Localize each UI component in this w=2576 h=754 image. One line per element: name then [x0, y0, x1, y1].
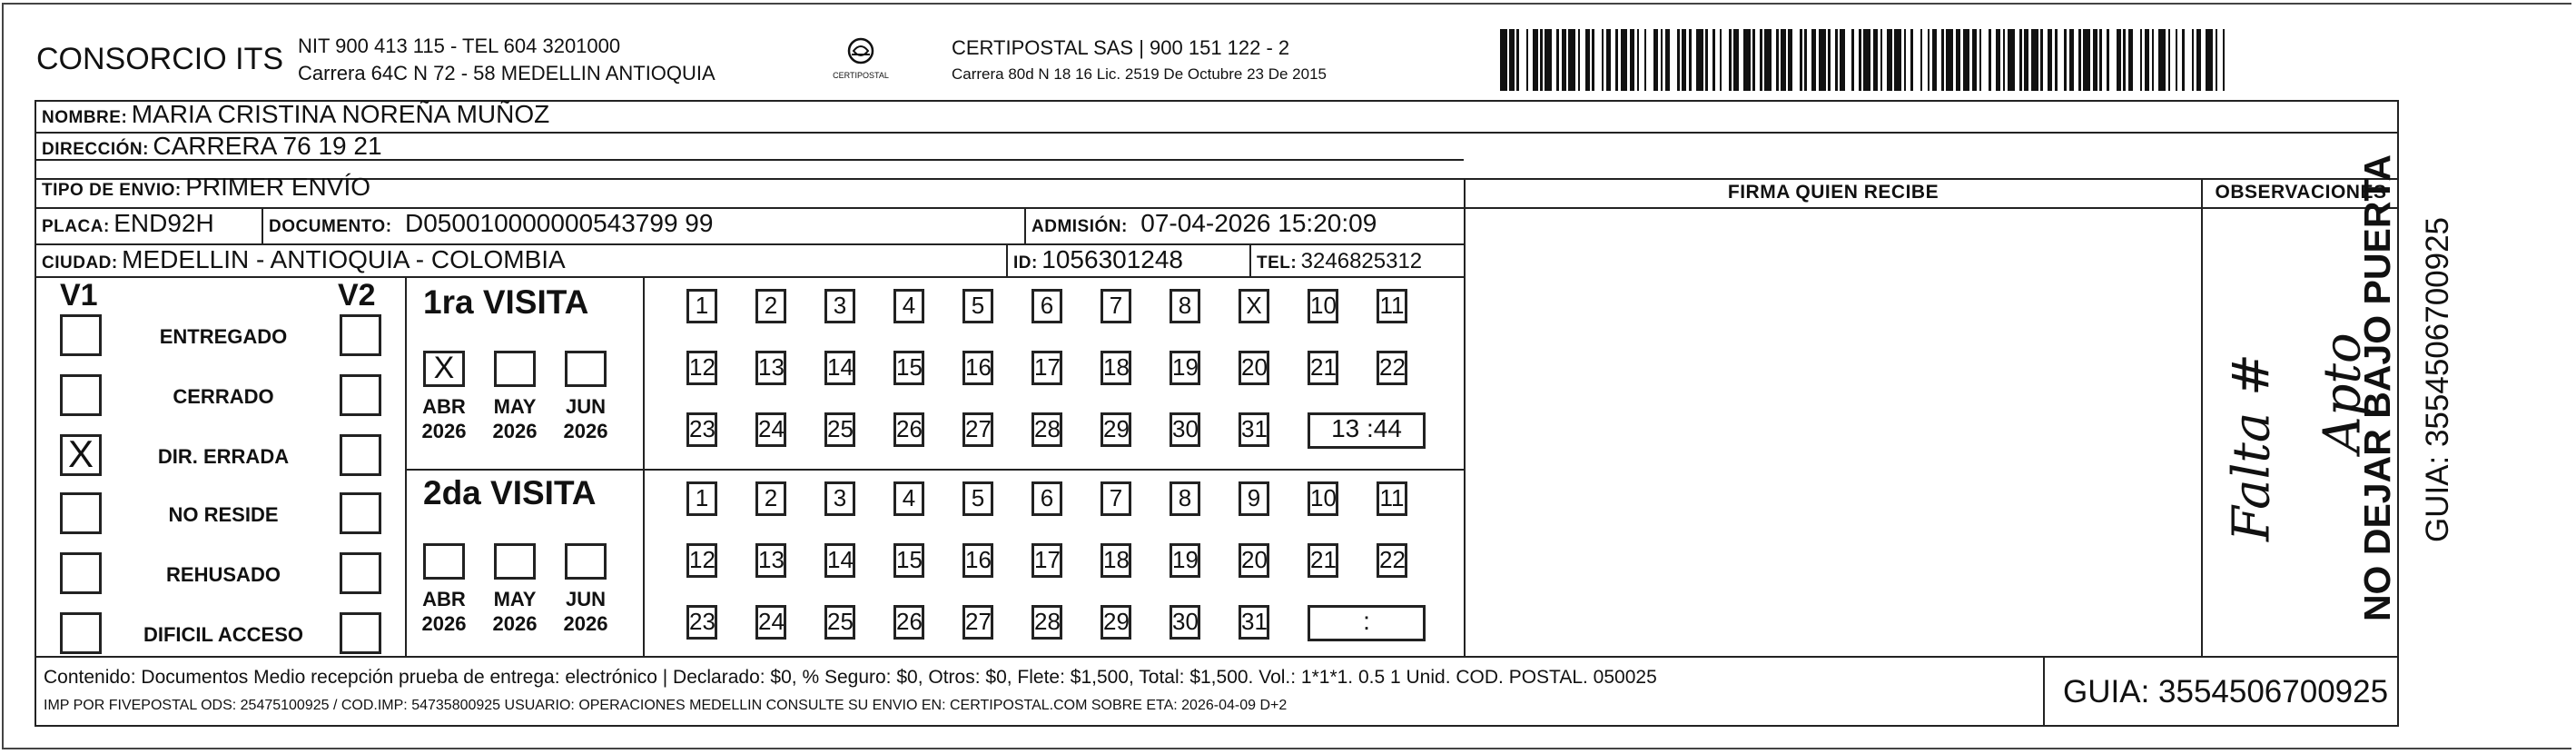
visit2-day-box: 29 [1100, 605, 1131, 640]
visit1-day-box: X [1239, 289, 1269, 323]
visit2-day-box: 9 [1239, 481, 1269, 516]
status-label: NO RESIDE [168, 503, 279, 526]
barcode-bar [2008, 29, 2015, 91]
visit2-day-box: 6 [1031, 481, 1062, 516]
visit1-month-box: X [423, 351, 465, 387]
barcode-bar [2176, 29, 2178, 91]
barcode-bar [2040, 29, 2043, 91]
visit1-day-box: 15 [893, 351, 924, 385]
barcode-bar [1712, 29, 1715, 91]
barcode-bar [1752, 29, 1755, 91]
visit1-month-label: JUN [565, 395, 606, 418]
visit1-day-box: 19 [1170, 351, 1200, 385]
barcode-bar [2123, 29, 2126, 91]
tel-value: 3246825312 [1300, 249, 1423, 273]
col-line [2043, 658, 2045, 727]
visit2-day-box: 22 [1377, 543, 1407, 578]
col-line [1249, 243, 1251, 276]
barcode-bar [1946, 29, 1953, 91]
visit1-day-box: 31 [1239, 412, 1269, 447]
barcode-bar [1696, 29, 1703, 91]
barcode-bar [1788, 29, 1792, 91]
barcode-bar [1996, 29, 2000, 91]
row-line [35, 276, 1464, 278]
visit1-time-box: 13 :44 [1308, 412, 1426, 449]
barcode-bar [2099, 29, 2102, 91]
ciudad-label: CIUDAD: [42, 253, 118, 273]
visit2-day-box: 4 [893, 481, 924, 516]
carrier-name: CERTIPOSTAL SAS | 900 151 122 - 2 [952, 36, 1290, 59]
status-label: CERRADO [173, 385, 274, 408]
visit2-day-box: 25 [824, 605, 855, 640]
barcode-bar [2158, 29, 2166, 91]
visit1-day-box: 2 [755, 289, 786, 323]
visit1-day-box: 6 [1031, 289, 1062, 323]
barcode-bar [1562, 29, 1566, 91]
visit2-day-box: 28 [1031, 605, 1062, 640]
barcode-bar [1644, 29, 1647, 91]
barcode-bar [1910, 29, 1913, 91]
visit1-day-box: 14 [824, 351, 855, 385]
visit2-day-box: 27 [962, 605, 993, 640]
status-label: ENTREGADO [159, 325, 288, 348]
barcode-bar [2107, 29, 2109, 91]
footer-contenido: Contenido: Documentos Medio recepción prueba de entrega: electrónico | Declarado: $0, % Seguro: $0, Otros: $0, Flete: $1,500, Total: $1,500. Vol.: 1*1*1. 0.5 1 Unid. COD. POSTAL. 050025 [44, 667, 1657, 688]
documento-cell [269, 209, 713, 238]
visit1-title: 1ra VISITA [423, 283, 589, 321]
visit2-year-label: 2026 [492, 612, 538, 635]
barcode-bar [1526, 29, 1529, 91]
tel-cell [1257, 249, 1422, 274]
visit2-day-box: 16 [962, 543, 993, 578]
barcode-bar [1920, 29, 1923, 91]
visit2-day-box: 21 [1308, 543, 1338, 578]
visit2-day-box: 24 [755, 605, 786, 640]
barcode-bar [1545, 29, 1552, 91]
barcode-bar [2055, 29, 2058, 91]
v1-checkbox: X [60, 434, 102, 476]
id-label: ID: [1013, 253, 1038, 273]
barcode-bar [2024, 29, 2028, 91]
placa-value: END92H [114, 209, 214, 237]
v1-checkbox [60, 374, 102, 416]
documento-label: DOCUMENTO: [269, 217, 392, 236]
visit1-day-box: 17 [1031, 351, 1062, 385]
barcode-bar [2003, 29, 2006, 91]
visit2-month-label: ABR [422, 588, 466, 610]
side-guia: GUIA: 3554506700925 [2420, 216, 2455, 543]
visit1-month-box [494, 351, 536, 387]
barcode-bar [1743, 29, 1751, 91]
row-line [405, 469, 1464, 471]
v1-checkbox [60, 314, 102, 356]
certipostal-logo [834, 33, 888, 85]
company-address: Carrera 64C N 72 - 58 MEDELLIN ANTIOQUIA [298, 62, 716, 84]
visit2-day-box: 1 [686, 481, 717, 516]
barcode-bar [1941, 29, 1944, 91]
visit2-day-box: 3 [824, 481, 855, 516]
visit1-day-box: 26 [893, 412, 924, 447]
barcode-bar [1630, 29, 1634, 91]
visit1-day-box: 23 [686, 412, 717, 447]
visit2-day-box: 30 [1170, 605, 1200, 640]
barcode-bar [1804, 29, 1807, 91]
admision-cell [1031, 209, 1377, 238]
barcode-bar [2206, 29, 2213, 91]
barcode-bar [2083, 29, 2090, 91]
direccion-value: CARRERA 76 19 21 [153, 132, 382, 160]
visit2-day-box: 26 [893, 605, 924, 640]
barcode-bar [1781, 29, 1785, 91]
status-label: DIFICIL ACCESO [143, 623, 303, 646]
barcode-bar [2064, 29, 2067, 91]
barcode-bar [1661, 29, 1663, 91]
barcode-bar [1677, 29, 1680, 91]
barcode-bar [1729, 29, 1732, 91]
visit1-day-box: 18 [1100, 351, 1131, 385]
visit2-month-box [565, 543, 607, 580]
visit1-day-box: 3 [824, 289, 855, 323]
barcode-bar [1602, 29, 1604, 91]
v2-checkbox [340, 434, 381, 476]
barcode-bar [1705, 29, 1708, 91]
status-label: DIR. ERRADA [157, 445, 290, 468]
barcode-bar [1578, 29, 1581, 91]
barcode-bar [2216, 29, 2218, 91]
handwriting-line-2: Apto [2313, 332, 2373, 453]
v1-label: V1 [60, 278, 98, 313]
barcode-bar [1682, 29, 1686, 91]
visit2-month-label: JUN [565, 588, 606, 610]
barcode [1500, 0, 2226, 100]
barcode-bar [1665, 29, 1670, 91]
barcode-bar [1585, 29, 1590, 91]
tel-label: TEL: [1257, 253, 1298, 273]
visit1-day-box: 4 [893, 289, 924, 323]
visit1-day-box: 28 [1031, 412, 1062, 447]
barcode-bar [1720, 29, 1722, 91]
footer-imp: IMP POR FIVEPOSTAL ODS: 25475100925 / COD.IMP: 54735800925 USUARIO: OPERACIONES MEDELLIN CONSULTE SU ENVIO EN: CERTIPOSTAL.COM SOBRE ETA: 2026-04-09 D+2 [44, 698, 1288, 713]
barcode-bar [1963, 29, 1970, 91]
barcode-bar [1880, 29, 1883, 91]
col-line [405, 276, 407, 658]
visit2-day-box: 10 [1308, 481, 1338, 516]
visit2-day-box: 2 [755, 481, 786, 516]
status-label: REHUSADO [166, 563, 281, 586]
footer-guia: GUIA: 3554506700925 [2063, 674, 2389, 709]
barcode-bar [1904, 29, 1907, 91]
visit2-day-box: 13 [755, 543, 786, 578]
logo-text: CERTIPOSTAL [833, 71, 889, 80]
col-line [262, 207, 263, 243]
barcode-bar [2145, 29, 2149, 91]
tipo-value: PRIMER ENVÍO [185, 173, 371, 201]
barcode-bar [1509, 29, 1514, 91]
nombre-value: MARIA CRISTINA NOREÑA MUÑOZ [131, 100, 550, 128]
visit1-day-box: 22 [1377, 351, 1407, 385]
visit1-day-box: 1 [686, 289, 717, 323]
barcode-bar [2196, 29, 2201, 91]
visit1-day-box: 5 [962, 289, 993, 323]
barcode-bar [1972, 29, 1977, 91]
barcode-bar [2223, 29, 2226, 91]
visit1-day-box: 11 [1377, 289, 1407, 323]
visit2-day-box: 15 [893, 543, 924, 578]
nombre-row [42, 100, 549, 129]
barcode-bar [2031, 29, 2038, 91]
barcode-bar [2168, 29, 2171, 91]
side-notice: NO DEJAR BAJO PUERTA [2356, 154, 2398, 622]
documento-value: D050010000000543799 99 [405, 209, 714, 237]
barcode-bar [1606, 29, 1611, 91]
visit2-day-box: 23 [686, 605, 717, 640]
visit2-year-label: 2026 [421, 612, 467, 635]
visit2-day-box: 18 [1100, 543, 1131, 578]
visit2-day-box: 8 [1170, 481, 1200, 516]
visit1-year-label: 2026 [492, 420, 538, 442]
carrier-license: Carrera 80d N 18 16 Lic. 2519 De Octubre 23 De 2015 [952, 65, 1327, 83]
barcode-bar [2019, 29, 2022, 91]
visit2-day-box: 17 [1031, 543, 1062, 578]
barcode-bar [2152, 29, 2155, 91]
visit2-day-box: 7 [1100, 481, 1131, 516]
barcode-bar [1615, 29, 1618, 91]
company-nit: NIT 900 413 115 - TEL 604 3201000 [298, 35, 621, 57]
visit1-day-box: 27 [962, 412, 993, 447]
barcode-bar [2128, 29, 2133, 91]
visit2-day-box: 11 [1377, 481, 1407, 516]
visit2-month-box [494, 543, 536, 580]
col-line [2201, 178, 2203, 658]
barcode-bar [1863, 29, 1870, 91]
ciudad-row [42, 245, 566, 274]
direccion-row [42, 132, 382, 161]
direccion-label: DIRECCIÓN: [42, 140, 149, 159]
visit1-day-box: 25 [824, 412, 855, 447]
v1-checkbox [60, 492, 102, 534]
barcode-bar [2048, 29, 2052, 91]
row-line [35, 132, 2399, 134]
visit1-day-box: 8 [1170, 289, 1200, 323]
visit1-year-label: 2026 [421, 420, 467, 442]
barcode-bar [1516, 29, 1519, 91]
barcode-bar [1800, 29, 1802, 91]
visit1-month-label: MAY [493, 395, 537, 418]
barcode-bar [1979, 29, 1982, 91]
barcode-bar [1873, 29, 1878, 91]
barcode-bar [1689, 29, 1692, 91]
visit1-day-box: 24 [755, 412, 786, 447]
handwriting-line-1: Falta # [2222, 353, 2282, 541]
barcode-bar [1828, 29, 1831, 91]
visit2-title: 2da VISITA [423, 474, 597, 511]
placa-row [42, 209, 214, 238]
nombre-label: NOMBRE: [42, 108, 128, 127]
visit2-month-box [423, 543, 465, 580]
barcode-bar [1653, 29, 1658, 91]
barcode-bar [1851, 29, 1854, 91]
barcode-bar [2117, 29, 2121, 91]
barcode-bar [1733, 29, 1738, 91]
barcode-bar [1956, 29, 1960, 91]
row-line [35, 178, 2399, 180]
v2-checkbox [340, 314, 381, 356]
visit1-day-box: 30 [1170, 412, 1200, 447]
barcode-bar [1928, 29, 1930, 91]
visit1-month-box [565, 351, 607, 387]
barcode-bar [1533, 29, 1537, 91]
barcode-bar [1500, 29, 1507, 91]
visit1-day-box: 20 [1239, 351, 1269, 385]
col-line [1464, 178, 1466, 658]
barcode-bar [1592, 29, 1594, 91]
barcode-bar [1835, 29, 1838, 91]
visit2-time-box: : [1308, 605, 1426, 641]
visit1-day-box: 29 [1100, 412, 1131, 447]
col-line [643, 276, 645, 658]
placa-label: PLACA: [42, 217, 110, 236]
barcode-bar [1540, 29, 1543, 91]
visit1-year-label: 2026 [563, 420, 608, 442]
admision-value: 07-04-2026 15:20:09 [1140, 209, 1377, 237]
barcode-bar [2093, 29, 2097, 91]
tipo-row [42, 173, 370, 202]
ciudad-value: MEDELLIN - ANTIOQUIA - COLOMBIA [122, 245, 566, 273]
v2-checkbox [340, 492, 381, 534]
barcode-bar [2140, 29, 2143, 91]
barcode-bar [1894, 29, 1901, 91]
admision-label: ADMISIÓN: [1031, 217, 1128, 236]
visit2-day-box: 14 [824, 543, 855, 578]
barcode-bar [1568, 29, 1575, 91]
v2-checkbox [340, 374, 381, 416]
barcode-bar [1840, 29, 1844, 91]
visit2-day-box: 12 [686, 543, 717, 578]
company-name: CONSORCIO ITS [36, 42, 284, 76]
barcode-bar [2069, 29, 2074, 91]
id-cell [1013, 245, 1183, 274]
barcode-bar [1859, 29, 1861, 91]
barcode-bar [1776, 29, 1779, 91]
col-line [1024, 207, 1026, 243]
visit1-day-box: 7 [1100, 289, 1131, 323]
v1-checkbox [60, 552, 102, 594]
barcode-bar [1811, 29, 1816, 91]
barcode-bar [2182, 29, 2185, 91]
visit1-day-box: 10 [1308, 289, 1338, 323]
barcode-bar [1637, 29, 1640, 91]
visit2-day-box: 31 [1239, 605, 1269, 640]
barcode-bar [1621, 29, 1628, 91]
barcode-bar [1556, 29, 1559, 91]
observaciones-header: OBSERVACIONES [2215, 182, 2387, 203]
visit1-day-box: 21 [1308, 351, 1338, 385]
visit2-day-box: 20 [1239, 543, 1269, 578]
visit2-year-label: 2026 [563, 612, 608, 635]
v1-checkbox [60, 612, 102, 654]
barcode-bar [1760, 29, 1762, 91]
visit1-day-box: 12 [686, 351, 717, 385]
barcode-bar [1989, 29, 1991, 91]
v2-label: V2 [338, 278, 376, 313]
visit1-day-box: 16 [962, 351, 993, 385]
visit2-day-box: 5 [962, 481, 993, 516]
v2-checkbox [340, 552, 381, 594]
id-value: 1056301248 [1041, 245, 1184, 273]
v2-checkbox [340, 612, 381, 654]
visit1-day-box: 13 [755, 351, 786, 385]
barcode-bar [2078, 29, 2081, 91]
barcode-bar [1819, 29, 1826, 91]
visit2-day-box: 19 [1170, 543, 1200, 578]
col-line [1006, 243, 1008, 276]
barcode-bar [1932, 29, 1937, 91]
visit2-month-label: MAY [493, 588, 537, 610]
tipo-label: TIPO DE ENVIO: [42, 181, 182, 200]
barcode-bar [2192, 29, 2195, 91]
firma-header: FIRMA QUIEN RECIBE [1727, 182, 1939, 203]
barcode-bar [1764, 29, 1772, 91]
visit1-month-label: ABR [422, 395, 466, 418]
barcode-bar [1887, 29, 1891, 91]
